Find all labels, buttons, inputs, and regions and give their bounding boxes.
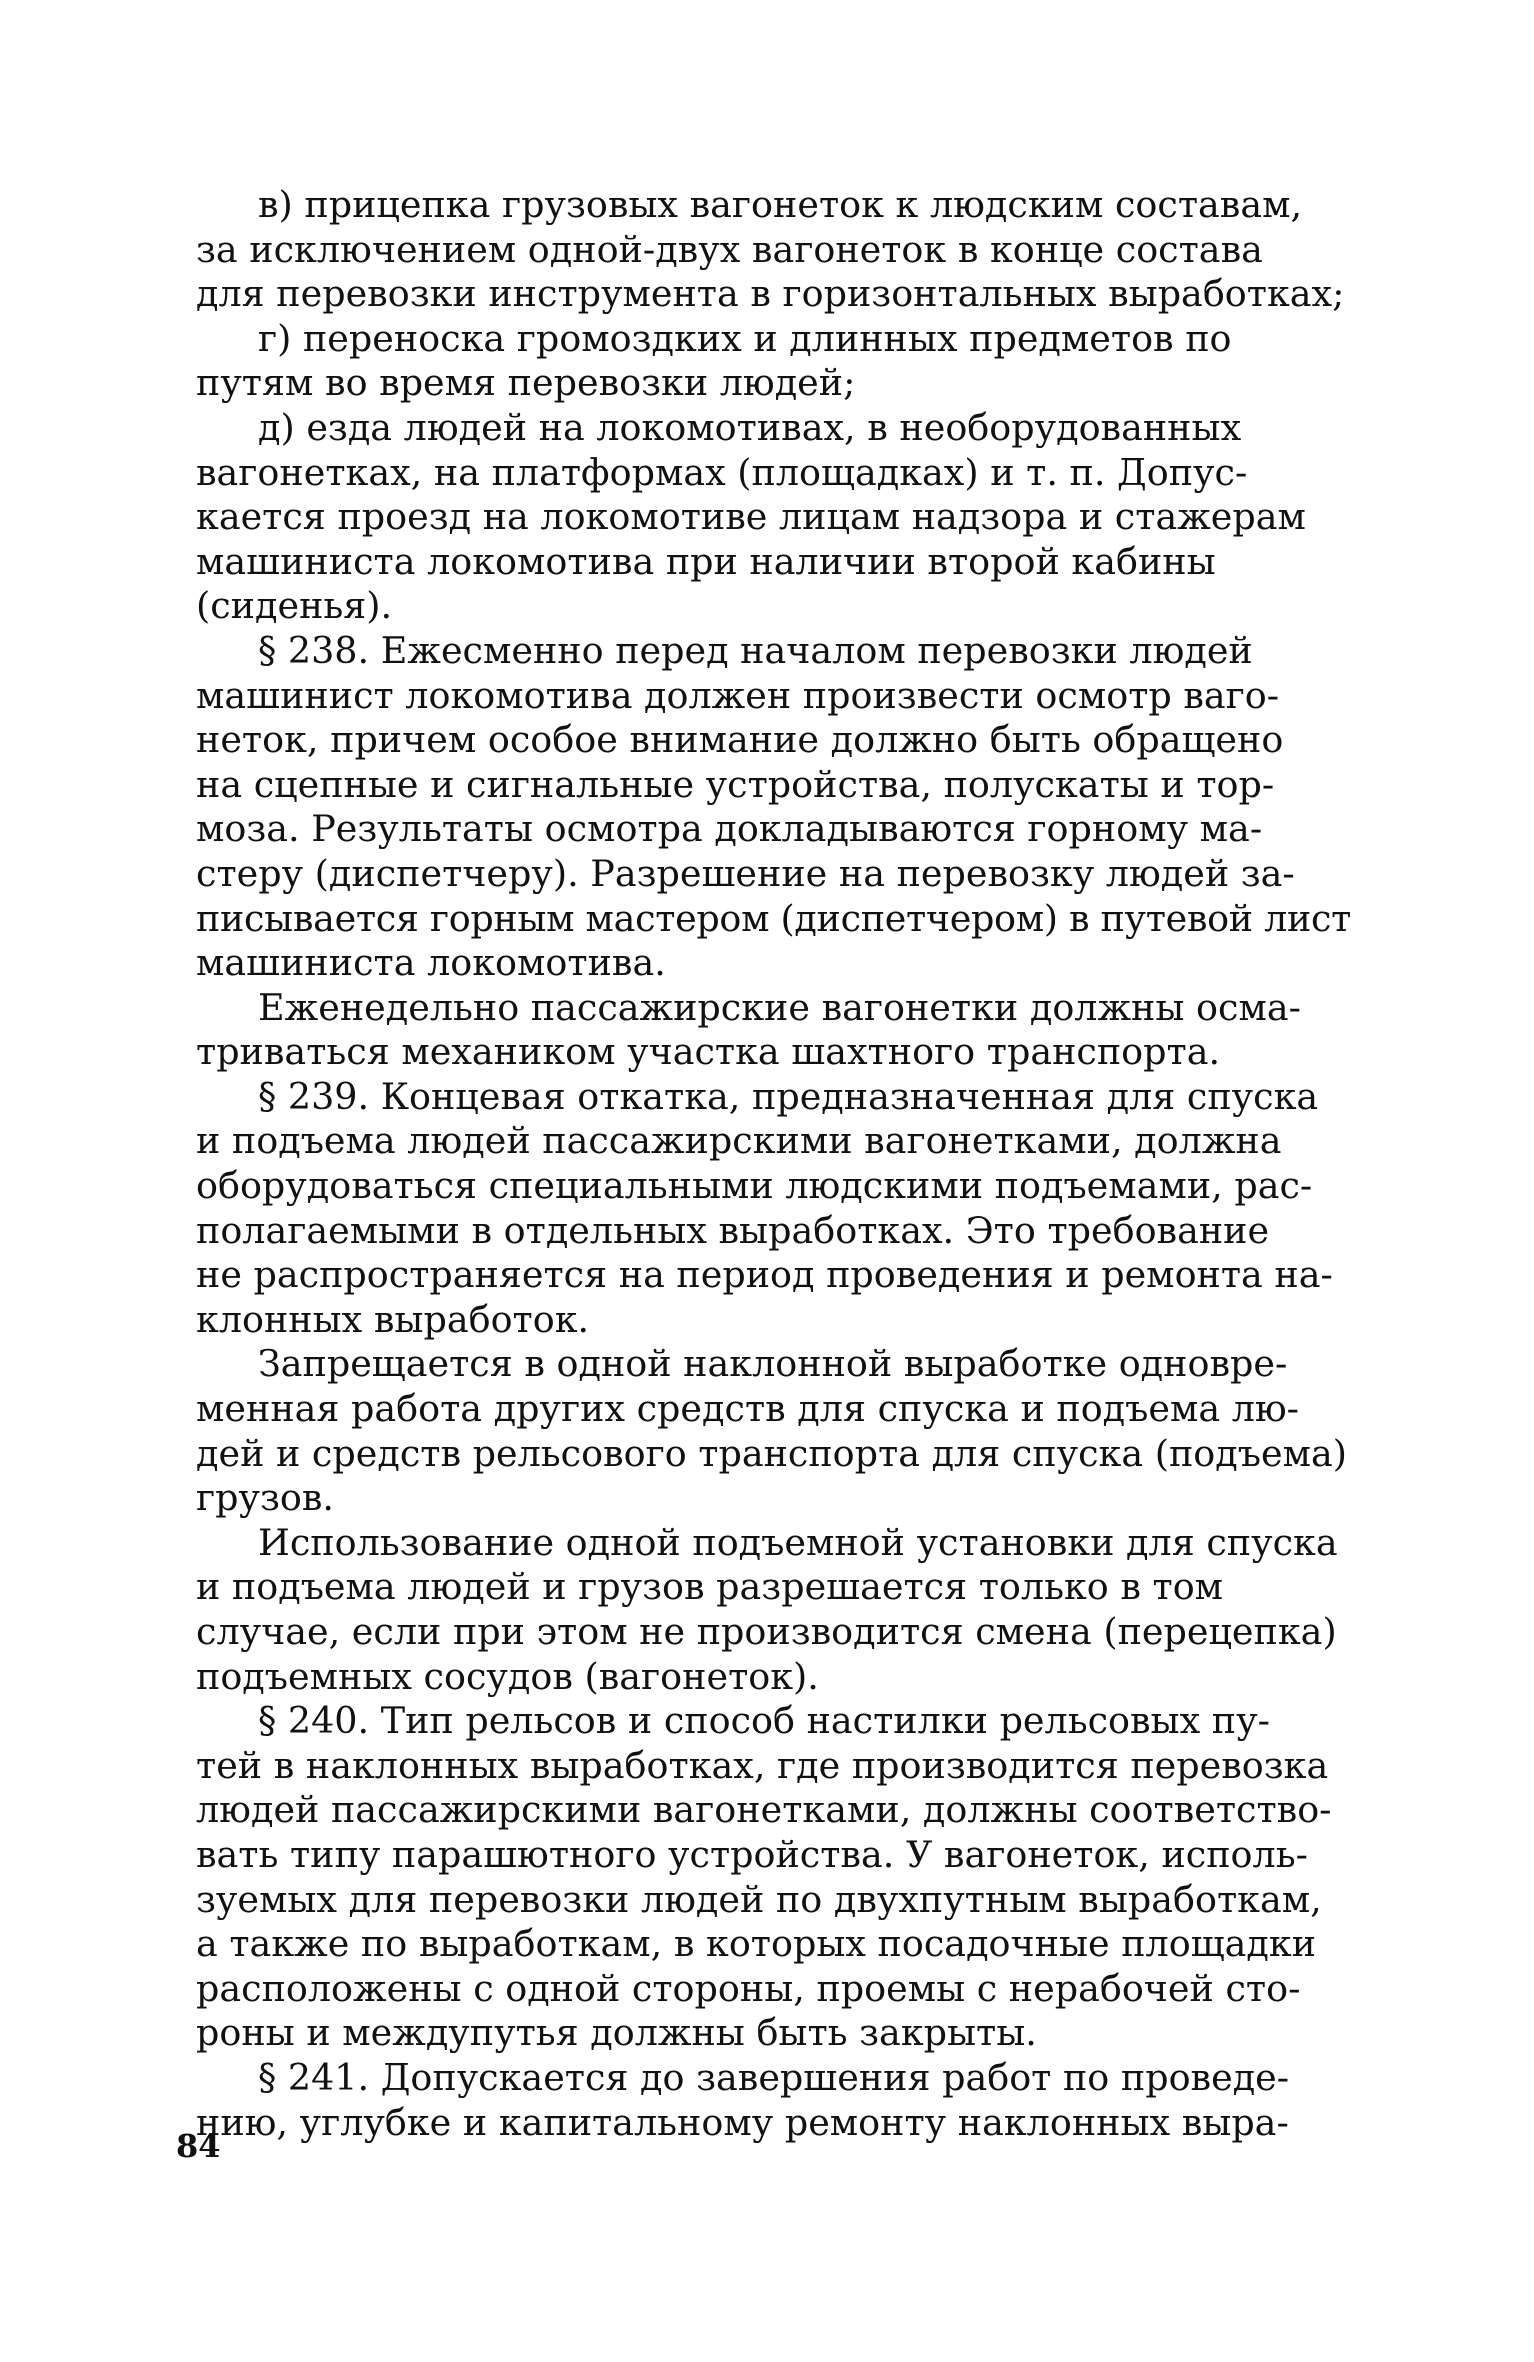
text-line: Еженедельно пассажирские вагонетки должны осма- (258, 985, 1301, 1029)
text-line: полагаемыми в отдельных выработках. Это требование (196, 1208, 1270, 1252)
text-line: § 240. Тип рельсов и способ настилки рельсовых пу- (258, 1699, 1270, 1743)
text-line: подъемных сосудов (вагонеток). (196, 1654, 819, 1698)
text-line: (сиденья). (196, 584, 393, 628)
text-line: § 241. Допускается до завершения работ по проведе- (258, 2055, 1290, 2099)
text-line: моза. Результаты осмотра докладываются горному ма- (196, 807, 1263, 851)
text-line: не распространяется на период проведения и ремонта на- (196, 1253, 1333, 1297)
text-line: вагонетках, на платформах (площадках) и т. п. Допус- (196, 450, 1248, 494)
text-line: Использование одной подъемной установки для спуска (258, 1520, 1338, 1564)
text-line: расположены с одной стороны, проемы с нерабочей сто- (196, 1966, 1301, 2010)
text-line: § 239. Концевая откатка, предназначенная для спуска (258, 1074, 1319, 1118)
text-line: машиниста локомотива при наличии второй кабины (196, 539, 1216, 583)
text-line: кается проезд на локомотиве лицам надзора и стажерам (196, 495, 1306, 539)
text-line: оборудоваться специальными людскими подъемами, рас- (196, 1164, 1313, 1208)
text-line: клонных выработок. (196, 1297, 590, 1341)
text-line: для перевозки инструмента в горизонтальных выработках; (196, 272, 1345, 316)
text-line: писывается горным мастером (диспетчером) в путевой лист (196, 896, 1351, 940)
text-line: тей в наклонных выработках, где производится перевозка (196, 1743, 1329, 1787)
text-line: зуемых для перевозки людей по двухпутным выработкам, (196, 1877, 1322, 1921)
text-line: машинист локомотива должен произвести осмотр ваго- (196, 673, 1280, 717)
text-line: на сцепные и сигнальные устройства, полускаты и тор- (196, 762, 1275, 806)
text-line: § 238. Ежесменно перед началом перевозки людей (258, 628, 1253, 672)
text-line: д) езда людей на локомотивах, в необорудованных (258, 405, 1242, 449)
text-line: роны и междупутья должны быть закрыты. (196, 2011, 1037, 2055)
text-line: дей и средств рельсового транспорта для спуска (подъема) (196, 1431, 1347, 1475)
text-line: менная работа других средств для спуска и подъема лю- (196, 1387, 1300, 1431)
text-line: и подъема людей и грузов разрешается только в том (196, 1565, 1224, 1609)
text-line: случае, если при этом не производится смена (перецепка) (196, 1610, 1337, 1653)
text-line: машиниста локомотива. (196, 941, 666, 985)
text-line: в) прицепка грузовых вагонеток к людским составам, (258, 183, 1303, 226)
text-line: путям во время перевозки людей; (196, 361, 856, 405)
text-line: триваться механиком участка шахтного транспорта. (196, 1030, 1221, 1074)
text-line: нию, углубке и капитальному ремонту наклонных выра- (196, 2100, 1289, 2144)
text-line: людей пассажирскими вагонетками, должны соответство- (196, 1788, 1332, 1832)
text-line: Запрещается в одной наклонной выработке одновре- (258, 1342, 1288, 1386)
text-line: вать типу парашютного устройства. У вагонеток, исполь- (196, 1832, 1308, 1876)
body-text (196, 183, 1351, 2145)
text-line: г) переноска громоздких и длинных предметов по (258, 316, 1232, 360)
text-line: за исключением одной-двух вагонеток в конце состава (196, 227, 1263, 271)
text-line: грузов. (196, 1476, 334, 1520)
text-line: и подъема людей пассажирскими вагонетками, должна (196, 1119, 1282, 1163)
text-line: а также по выработкам, в которых посадочные площадки (196, 1922, 1317, 1966)
page-number: 84 (176, 2127, 221, 2165)
text-line: стеру (диспетчеру). Разрешение на перевозку людей за- (196, 851, 1295, 895)
text-line: неток, причем особое внимание должно быть обращено (196, 718, 1284, 762)
